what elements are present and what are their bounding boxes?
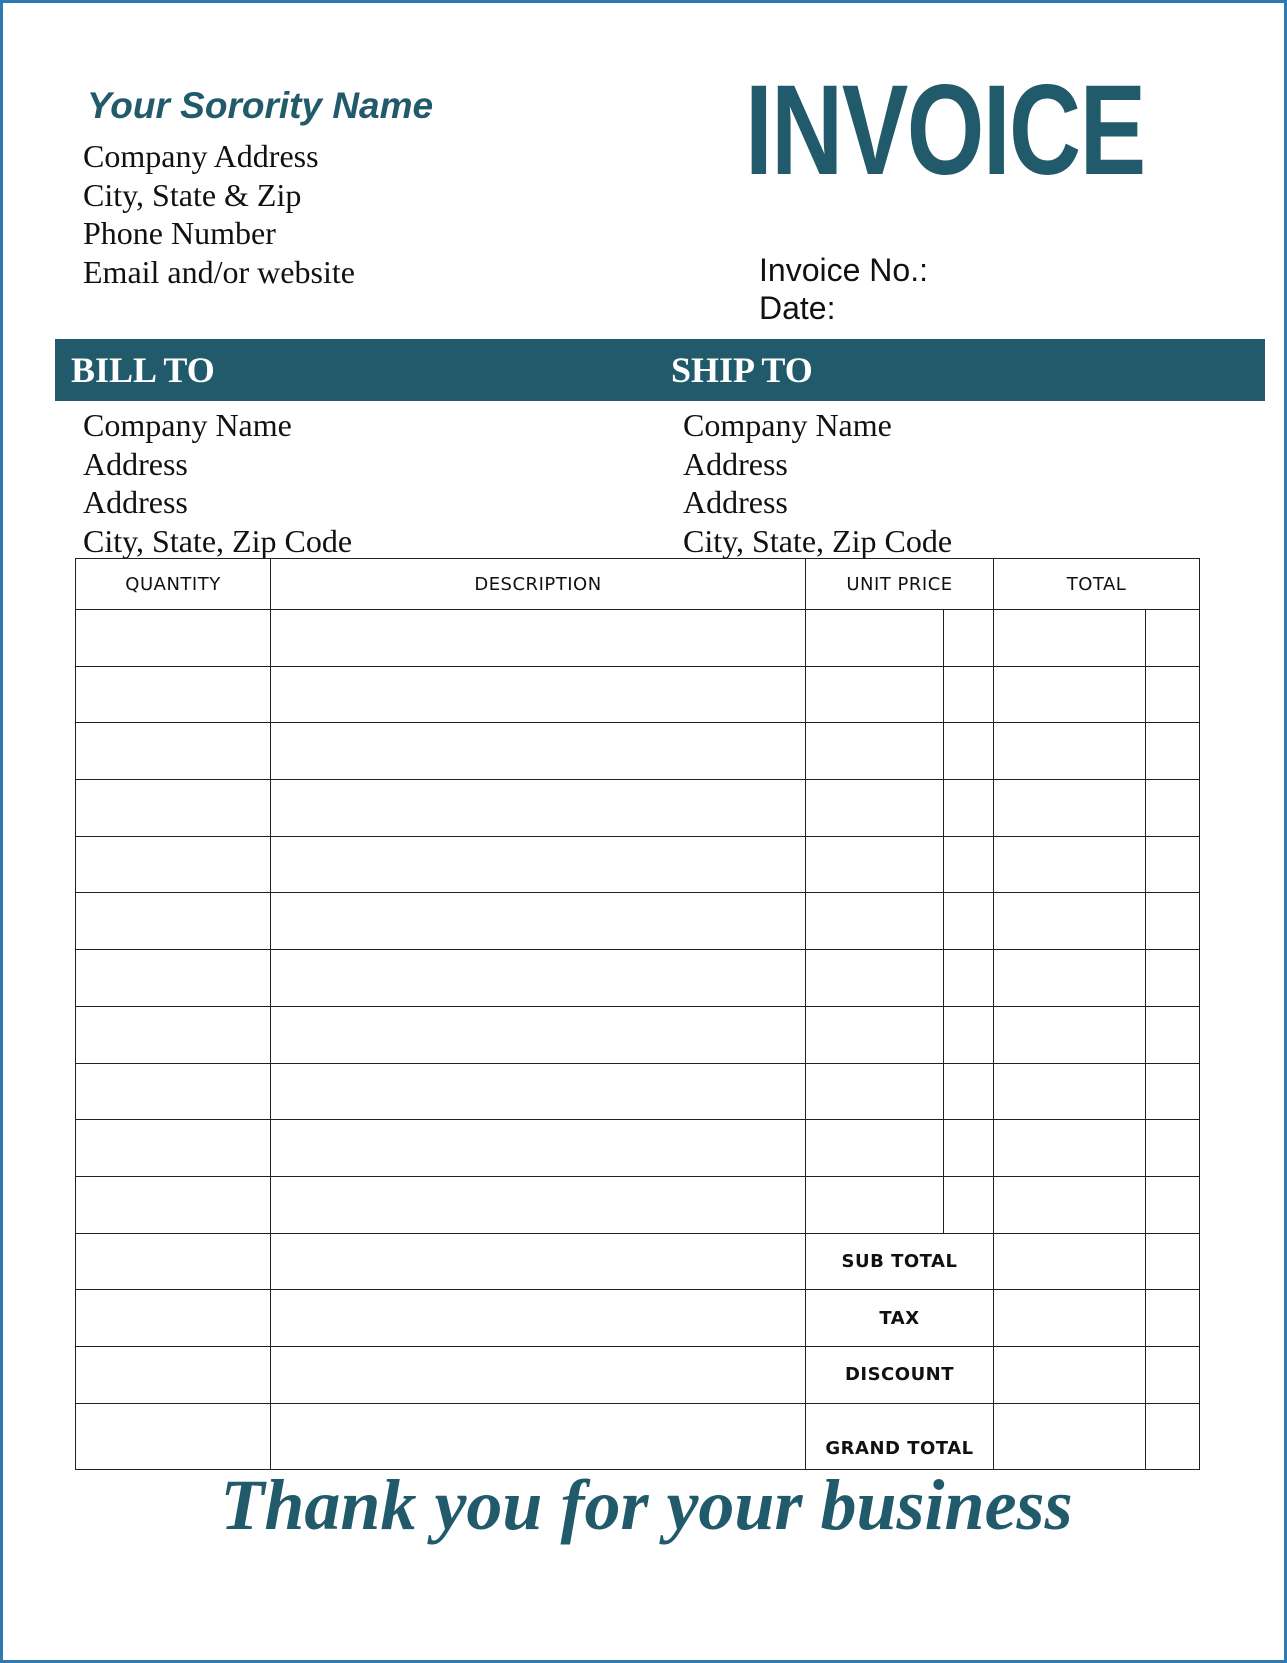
grand-total-cents-cell[interactable] — [1146, 1403, 1200, 1470]
total-cell[interactable] — [994, 950, 1146, 1007]
unit-price-cell[interactable] — [806, 610, 944, 667]
unit-price-cell[interactable] — [806, 836, 944, 893]
quantity-cell[interactable] — [76, 1063, 271, 1120]
grand-total-label: GRAND TOTAL — [806, 1403, 994, 1470]
description-cell[interactable] — [271, 723, 806, 780]
bill-to-address-line-2: Address — [83, 484, 188, 520]
summary-row — [76, 1403, 1200, 1470]
quantity-cell[interactable] — [76, 1290, 271, 1347]
table-row — [76, 893, 1200, 950]
quantity-cell[interactable] — [76, 1233, 271, 1290]
tax-cents-cell[interactable] — [1146, 1290, 1200, 1347]
tax-value-cell[interactable] — [994, 1290, 1146, 1347]
description-header: DESCRIPTION — [271, 559, 806, 610]
unit-price-cents-cell[interactable] — [944, 666, 994, 723]
total-cents-cell[interactable] — [1146, 1176, 1200, 1233]
quantity-cell[interactable] — [76, 610, 271, 667]
summary-row — [76, 1233, 1200, 1290]
total-cell[interactable] — [994, 723, 1146, 780]
total-cell[interactable] — [994, 1063, 1146, 1120]
table-row — [76, 610, 1200, 667]
unit-price-cell[interactable] — [806, 950, 944, 1007]
ship-to-city-state-zip: City, State, Zip Code — [683, 522, 953, 559]
unit-price-cell[interactable] — [806, 1063, 944, 1120]
company-address: Company Address — [83, 138, 319, 174]
bill-to-city-state-zip: City, State, Zip Code — [83, 522, 353, 559]
tax-label: TAX — [806, 1290, 994, 1347]
unit-price-cell[interactable] — [806, 1006, 944, 1063]
unit-price-cell[interactable] — [806, 780, 944, 837]
quantity-cell[interactable] — [76, 1120, 271, 1177]
total-cents-cell[interactable] — [1146, 836, 1200, 893]
unit-price-cents-cell[interactable] — [944, 893, 994, 950]
bill-to-address — [83, 406, 352, 560]
table-row — [76, 666, 1200, 723]
unit-price-cell[interactable] — [806, 1120, 944, 1177]
total-cents-cell[interactable] — [1146, 893, 1200, 950]
description-cell[interactable] — [271, 780, 806, 837]
quantity-cell[interactable] — [76, 1403, 271, 1470]
description-cell[interactable] — [271, 666, 806, 723]
unit-price-cents-cell[interactable] — [944, 610, 994, 667]
discount-value-cell[interactable] — [994, 1346, 1146, 1403]
table-row — [76, 836, 1200, 893]
description-cell[interactable] — [271, 1290, 806, 1347]
total-cents-cell[interactable] — [1146, 950, 1200, 1007]
thank-you-message: Thank you for your business — [220, 1465, 1073, 1545]
total-cell[interactable] — [994, 1006, 1146, 1063]
description-cell[interactable] — [271, 1120, 806, 1177]
total-cell[interactable] — [994, 780, 1146, 837]
unit-price-cell[interactable] — [806, 723, 944, 780]
total-header: TOTAL — [994, 559, 1200, 610]
total-cell[interactable] — [994, 666, 1146, 723]
ship-to-company-name: Company Name — [683, 407, 892, 443]
description-cell[interactable] — [271, 836, 806, 893]
description-cell[interactable] — [271, 1233, 806, 1290]
table-row — [76, 1120, 1200, 1177]
grand-total-value-cell[interactable] — [994, 1403, 1146, 1470]
total-cell[interactable] — [994, 836, 1146, 893]
total-cell[interactable] — [994, 893, 1146, 950]
description-cell[interactable] — [271, 1006, 806, 1063]
total-cents-cell[interactable] — [1146, 1120, 1200, 1177]
discount-cents-cell[interactable] — [1146, 1346, 1200, 1403]
unit-price-header: UNIT PRICE — [806, 559, 994, 610]
unit-price-cents-cell[interactable] — [944, 1006, 994, 1063]
total-cents-cell[interactable] — [1146, 666, 1200, 723]
unit-price-cell[interactable] — [806, 893, 944, 950]
unit-price-cents-cell[interactable] — [944, 780, 994, 837]
total-cents-cell[interactable] — [1146, 780, 1200, 837]
invoice-title: INVOICE — [745, 59, 1145, 202]
invoice-meta — [759, 251, 928, 327]
quantity-cell[interactable] — [76, 950, 271, 1007]
total-cents-cell[interactable] — [1146, 723, 1200, 780]
description-cell[interactable] — [271, 1403, 806, 1470]
ship-to-address — [683, 406, 952, 560]
company-city-state-zip: City, State & Zip — [83, 176, 302, 213]
quantity-cell[interactable] — [76, 1346, 271, 1403]
unit-price-cents-cell[interactable] — [944, 1176, 994, 1233]
description-cell[interactable] — [271, 1063, 806, 1120]
unit-price-cents-cell[interactable] — [944, 1120, 994, 1177]
summary-row — [76, 1290, 1200, 1347]
ship-to-heading: SHIP TO — [671, 350, 813, 390]
total-cents-cell[interactable] — [1146, 1063, 1200, 1120]
table-row — [76, 1176, 1200, 1233]
company-phone: Phone Number — [83, 215, 276, 251]
quantity-cell[interactable] — [76, 893, 271, 950]
quantity-cell[interactable] — [76, 836, 271, 893]
total-cell[interactable] — [994, 1120, 1146, 1177]
table-row — [76, 950, 1200, 1007]
ship-to-address-line-1: Address — [683, 445, 788, 482]
unit-price-cents-cell[interactable] — [944, 836, 994, 893]
quantity-cell[interactable] — [76, 723, 271, 780]
description-cell[interactable] — [271, 1346, 806, 1403]
discount-label: DISCOUNT — [806, 1346, 994, 1403]
unit-price-cell[interactable] — [806, 666, 944, 723]
invoice-date-label: Date: — [759, 290, 836, 326]
description-cell[interactable] — [271, 1176, 806, 1233]
description-cell[interactable] — [271, 893, 806, 950]
quantity-cell[interactable] — [76, 1176, 271, 1233]
table-row — [76, 723, 1200, 780]
total-cell[interactable] — [994, 1176, 1146, 1233]
company-details — [83, 137, 355, 291]
bill-ship-header-band — [55, 339, 1265, 401]
line-items-table — [75, 558, 1200, 1470]
bill-to-address-line-1: Address — [83, 445, 188, 482]
bill-to-heading: BILL TO — [71, 350, 215, 390]
unit-price-cell[interactable] — [806, 1176, 944, 1233]
ship-to-address-line-2: Address — [683, 484, 788, 520]
total-cell[interactable] — [994, 610, 1146, 667]
summary-row — [76, 1346, 1200, 1403]
sub-total-cents-cell[interactable] — [1146, 1233, 1200, 1290]
unit-price-cents-cell[interactable] — [944, 1063, 994, 1120]
table-row — [76, 1063, 1200, 1120]
quantity-cell[interactable] — [76, 780, 271, 837]
total-cents-cell[interactable] — [1146, 1006, 1200, 1063]
table-header-row — [76, 559, 1200, 610]
total-cents-cell[interactable] — [1146, 610, 1200, 667]
table-row — [76, 1006, 1200, 1063]
unit-price-cents-cell[interactable] — [944, 723, 994, 780]
description-cell[interactable] — [271, 950, 806, 1007]
invoice-number-label: Invoice No.: — [759, 252, 928, 288]
company-email-website: Email and/or website — [83, 253, 355, 290]
sub-total-value-cell[interactable] — [994, 1233, 1146, 1290]
sub-total-label: SUB TOTAL — [806, 1233, 994, 1290]
bill-to-company-name: Company Name — [83, 407, 292, 443]
table-row — [76, 780, 1200, 837]
unit-price-cents-cell[interactable] — [944, 950, 994, 1007]
quantity-cell[interactable] — [76, 666, 271, 723]
company-name: Your Sorority Name — [87, 85, 434, 126]
description-cell[interactable] — [271, 610, 806, 667]
quantity-header: QUANTITY — [76, 559, 271, 610]
quantity-cell[interactable] — [76, 1006, 271, 1063]
